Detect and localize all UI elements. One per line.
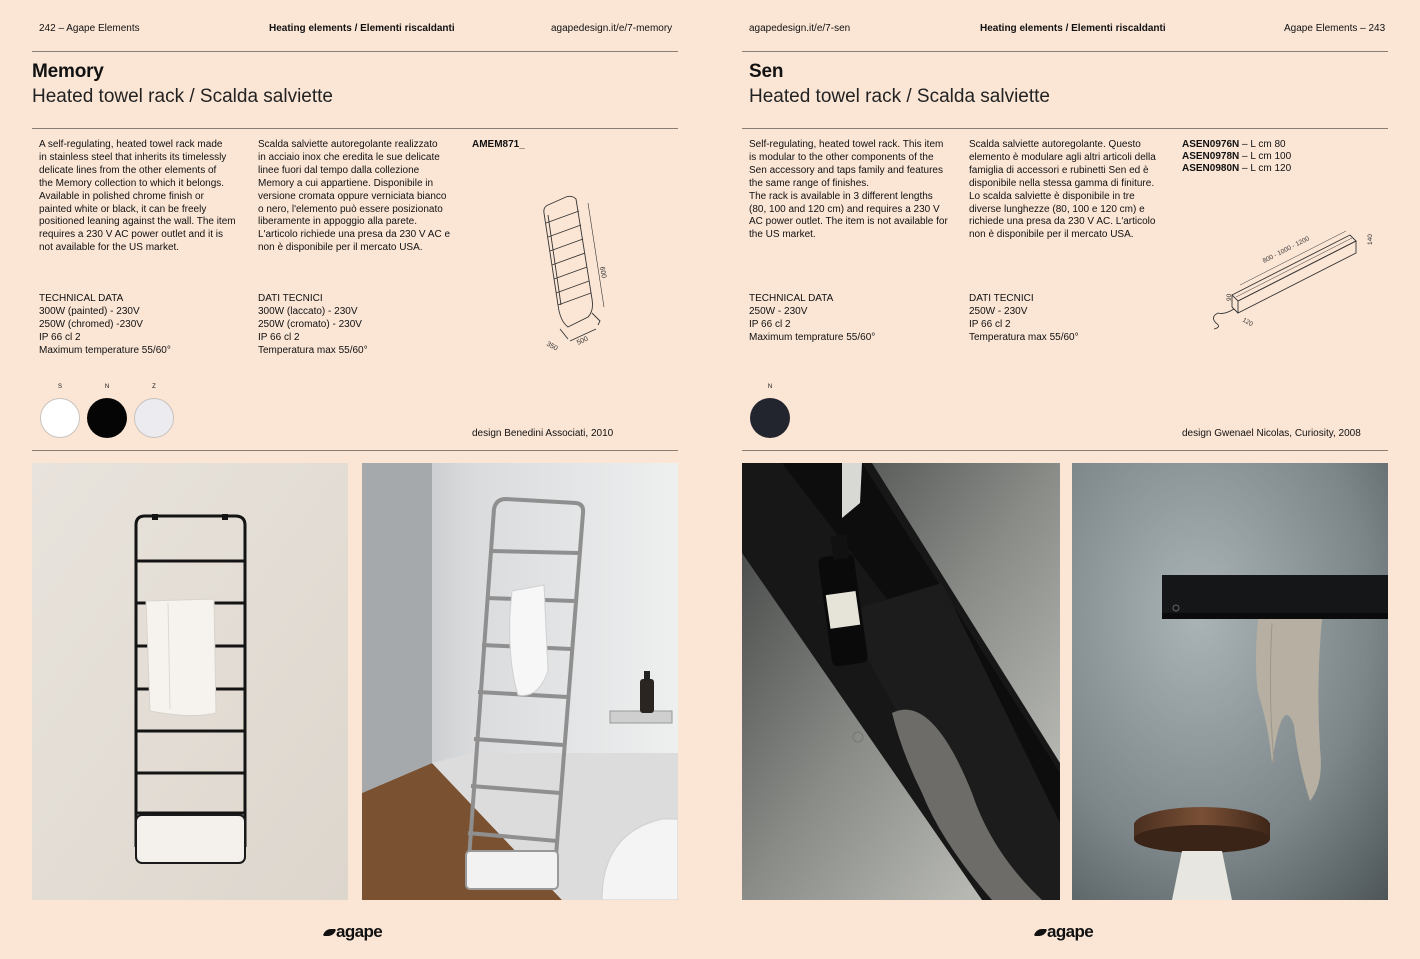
height-dimension: 140 [1367, 234, 1374, 245]
product-name: Memory [32, 61, 104, 82]
description-it: Scalda salviette autoregolante. Questo elemento è modulare agli altri articoli della famiglia di accessori e rubinetti Sen ed è disponibile nella stessa gamma di finiture. Lo scalda salviette è disponibile in tre diverse lunghezze (80, 100 e 120 cm) e richiede una presa da 230 V AC. L'articolo non è disponibile per il mercato USA. [969, 139, 1156, 241]
product-subtitle: Heated towel rack / Scalda salviette [749, 86, 1050, 107]
technical-data-it: DATI TECNICI 250W - 230V IP 66 cl 2 Temperatura max 55/60° [969, 293, 1079, 343]
finish-letter-n: N [104, 384, 110, 390]
finish-swatch-white[interactable] [40, 398, 80, 438]
right-page [710, 0, 1420, 959]
finish-letter-s: S [57, 384, 62, 390]
technical-data-en: TECHNICAL DATA 250W - 230V IP 66 cl 2 Maximum temprature 55/60° [749, 293, 876, 343]
product-code: AMEM871_ [472, 139, 525, 150]
depth-dimension: 90 [1226, 293, 1233, 301]
photo-black-ladder [32, 463, 348, 900]
product-url-link[interactable]: agapedesign.it/e/7-sen [749, 23, 851, 34]
depth-dimension: 350 [545, 340, 559, 353]
section-title: Heating elements / Elementi riscaldanti [269, 23, 455, 34]
agape-logo: agape [324, 922, 382, 942]
agape-logo-mark-icon [1034, 929, 1048, 936]
description-en: A self-regulating, heated towel rack made in stainless steel that inherits its timelessly delicate lines from the other elements of the Memory collection to which it belongs. Available in polished chrome finish or painted white or black, it can be freely positioned leaning against the wall. The item requires a 230 V AC power outlet and it is not available for the US market. [39, 139, 236, 254]
technical-data-en: TECHNICAL DATA 300W (painted) - 230V 250W (chromed) -230V IP 66 cl 2 Maximum temperature 55/60° [39, 293, 171, 356]
length-dimension: 800 - 1000 - 1200 [1261, 235, 1311, 265]
ladder-technical-drawing [530, 195, 620, 355]
description-en: Self-regulating, heated towel rack. This item is modular to the other components of the Sen accessory and taps family and features the same range of finishes. The rack is available in 3 different lengths (80, 100 and 120 cm) and requires a 230 V AC power outlet. The item is not available for the US market. [749, 139, 948, 241]
title-divider [742, 128, 1388, 129]
photo-chrome-ladder-bathroom [362, 463, 678, 900]
description-it: Scalda salviette autoregolante realizzato in acciaio inox che eredita le sue delicate linee fuori dal tempo dalla collezione Memory a cui appartiene. Disponibile in versione cromata oppure verniciata bianco o nero, l'elemento può essere posizionato liberamente in appoggio alla parete. L'articolo richiede una presa da 230 V AC e non è disponibile per il mercato USA. [258, 139, 451, 254]
product-url-link[interactable]: agapedesign.it/e/7-memory [551, 23, 673, 34]
agape-logo-mark-icon [323, 929, 337, 936]
height-dimension: 600 [598, 266, 607, 279]
finish-swatch-black[interactable] [750, 398, 790, 438]
photo-divider [742, 450, 1388, 451]
header-divider [32, 51, 678, 52]
product-codes-list [1182, 139, 1291, 174]
finish-swatch-chrome[interactable] [134, 398, 174, 438]
width-dimension: 500 [575, 335, 590, 347]
agape-logo: agape [1035, 922, 1093, 942]
section-title: Heating elements / Elementi riscaldanti [980, 23, 1166, 34]
finish-swatch-black[interactable] [87, 398, 127, 438]
product-code-row: ASEN0980N – L cm 120 [1182, 162, 1292, 174]
photo-rack-closeup [742, 463, 1060, 900]
technical-data-it: DATI TECNICI 300W (laccato) - 230V 250W (cromato) - 230V IP 66 cl 2 Temperatura max 55/60° [258, 293, 368, 356]
page-number-label: Agape Elements – 243 [1284, 23, 1386, 34]
photo-rack-wall-stool [1072, 463, 1388, 900]
product-subtitle: Heated towel rack / Scalda salviette [32, 86, 333, 107]
title-divider [32, 128, 678, 129]
page-number-label: 242 – Agape Elements [39, 23, 140, 34]
product-code-row: ASEN0976N – L cm 80 [1182, 139, 1286, 150]
photo-divider [32, 450, 678, 451]
designer-credit: design Gwenael Nicolas, Curiosity, 2008 [1182, 428, 1361, 439]
product-name: Sen [749, 61, 784, 82]
designer-credit: design Benedini Associati, 2010 [472, 428, 614, 439]
product-code-row: ASEN0978N – L cm 100 [1182, 150, 1292, 162]
header-divider [742, 51, 1388, 52]
width-dimension: 120 [1241, 316, 1254, 329]
finish-letter-n: N [767, 384, 773, 390]
finish-letter-z: Z [152, 384, 156, 390]
rack-technical-drawing [1200, 225, 1380, 335]
